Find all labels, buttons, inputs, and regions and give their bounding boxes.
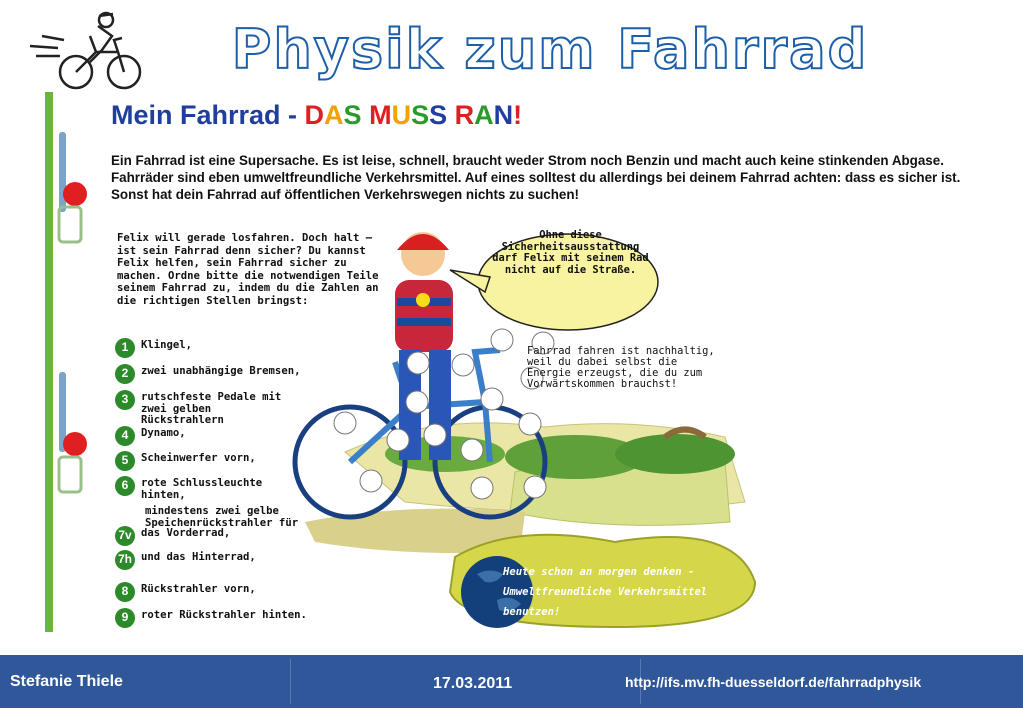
heading-letter: N	[493, 100, 514, 130]
intro-text: Ein Fahrrad ist eine Supersache. Es ist leise, schnell, braucht weder Strom noch Benzin und macht auch keine stinkenden Abgase. Fahrräder sind eben umweltfreundliche Verkehrsmittel. Auf eines solltest du allerdings bei deinem Fahrrad achten: dass es sicher ist. Sonst hat dein Fahrrad auf öffentlichen Verkehrswegen nichts zu suchen!	[111, 153, 961, 202]
part-number-badge: 9	[115, 608, 135, 628]
footer-url-link[interactable]: http://ifs.mv.fh-duesseldorf.de/fahrradphysik	[625, 674, 922, 690]
part-number-badge: 3	[115, 390, 135, 410]
speech-bubble-text: Ohne diese Sicherheitsausstattung darf Felix mit seinem Rad nicht auf die Straße.	[492, 229, 649, 276]
part-item	[115, 390, 300, 427]
part-label: Rückstrahler vorn,	[141, 583, 256, 595]
part-number-badge: 2	[115, 364, 135, 384]
part-number-badge: 1	[115, 338, 135, 358]
heading-letter: R	[454, 100, 475, 130]
worksheet-heading	[111, 100, 522, 131]
footer-bar	[0, 655, 1023, 708]
part-label: das Vorderrad,	[141, 527, 231, 539]
heading-colored-letters	[305, 100, 523, 130]
part-label: rote Schlussleuchte hinten,	[141, 477, 263, 501]
part-item	[115, 582, 256, 602]
part-label: Scheinwerfer vorn,	[141, 452, 256, 464]
part-number-badge: 6	[115, 476, 135, 496]
part-number-badge: 8	[115, 582, 135, 602]
part-number-badge: 5	[115, 451, 135, 471]
heading-letter: U	[391, 100, 412, 130]
side-helmet-decoration	[45, 92, 105, 632]
footer-date: 17.03.2011	[433, 675, 513, 692]
task-text: Felix will gerade losfahren. Doch halt – ist sein Fahrrad denn sicher? Du kannst Felix helfen, sein Fahrrad sicher zu machen. Ordne bitte die notwendigen Teile seinem Fahrrad zu, indem du die Zahlen an die richtigen Stellen bringst:	[117, 232, 379, 307]
part-item	[115, 526, 230, 546]
heading-letter: S	[343, 100, 362, 130]
environment-message: Heute schon an morgen denken - Umweltfreundliche Verkehrsmittel benutzen!	[503, 566, 708, 618]
part-item	[115, 550, 256, 570]
footer-divider	[290, 659, 291, 704]
part-item	[115, 426, 186, 446]
heading-prefix: Mein Fahrrad -	[111, 100, 305, 130]
part-number-badge: 7h	[115, 550, 135, 570]
part-label: mindestens zwei gelbe Speichenrückstrahler für	[145, 505, 299, 529]
sustainability-note: Fahrrad fahren ist nachhaltig, weil du dabei selbst die Energie erzeugst, die du zum Vorwärtskommen brauchst!	[527, 345, 715, 390]
cyclist-logo	[28, 6, 148, 92]
part-item	[115, 608, 307, 628]
footer-author: Stefanie Thiele	[10, 673, 123, 690]
worksheet	[45, 92, 961, 632]
heading-letter: M	[369, 100, 392, 130]
heading-letter: S	[429, 100, 448, 130]
heading-letter: !	[513, 100, 523, 130]
part-label: roter Rückstrahler hinten.	[141, 609, 307, 621]
part-number-badge: 4	[115, 426, 135, 446]
heading-letter: S	[411, 100, 430, 130]
heading-letter	[362, 100, 370, 130]
part-label: Dynamo,	[141, 427, 186, 439]
heading-letter	[447, 100, 455, 130]
part-number-badge: 7v	[115, 526, 135, 546]
part-item	[115, 451, 256, 471]
part-item	[115, 338, 192, 358]
heading-letter: A	[474, 100, 494, 130]
part-item	[115, 364, 300, 384]
part-label: zwei unabhängige Bremsen,	[141, 365, 301, 377]
part-label: Klingel,	[141, 339, 193, 351]
heading-letter: D	[304, 100, 325, 130]
part-label: rutschfeste Pedale mit zwei gelben Rückstrahlern	[141, 391, 282, 426]
part-label: und das Hinterrad,	[141, 551, 256, 563]
heading-letter: A	[324, 100, 344, 130]
slide-title: Physik zum Fahrrad	[231, 18, 869, 81]
part-item	[115, 476, 300, 501]
